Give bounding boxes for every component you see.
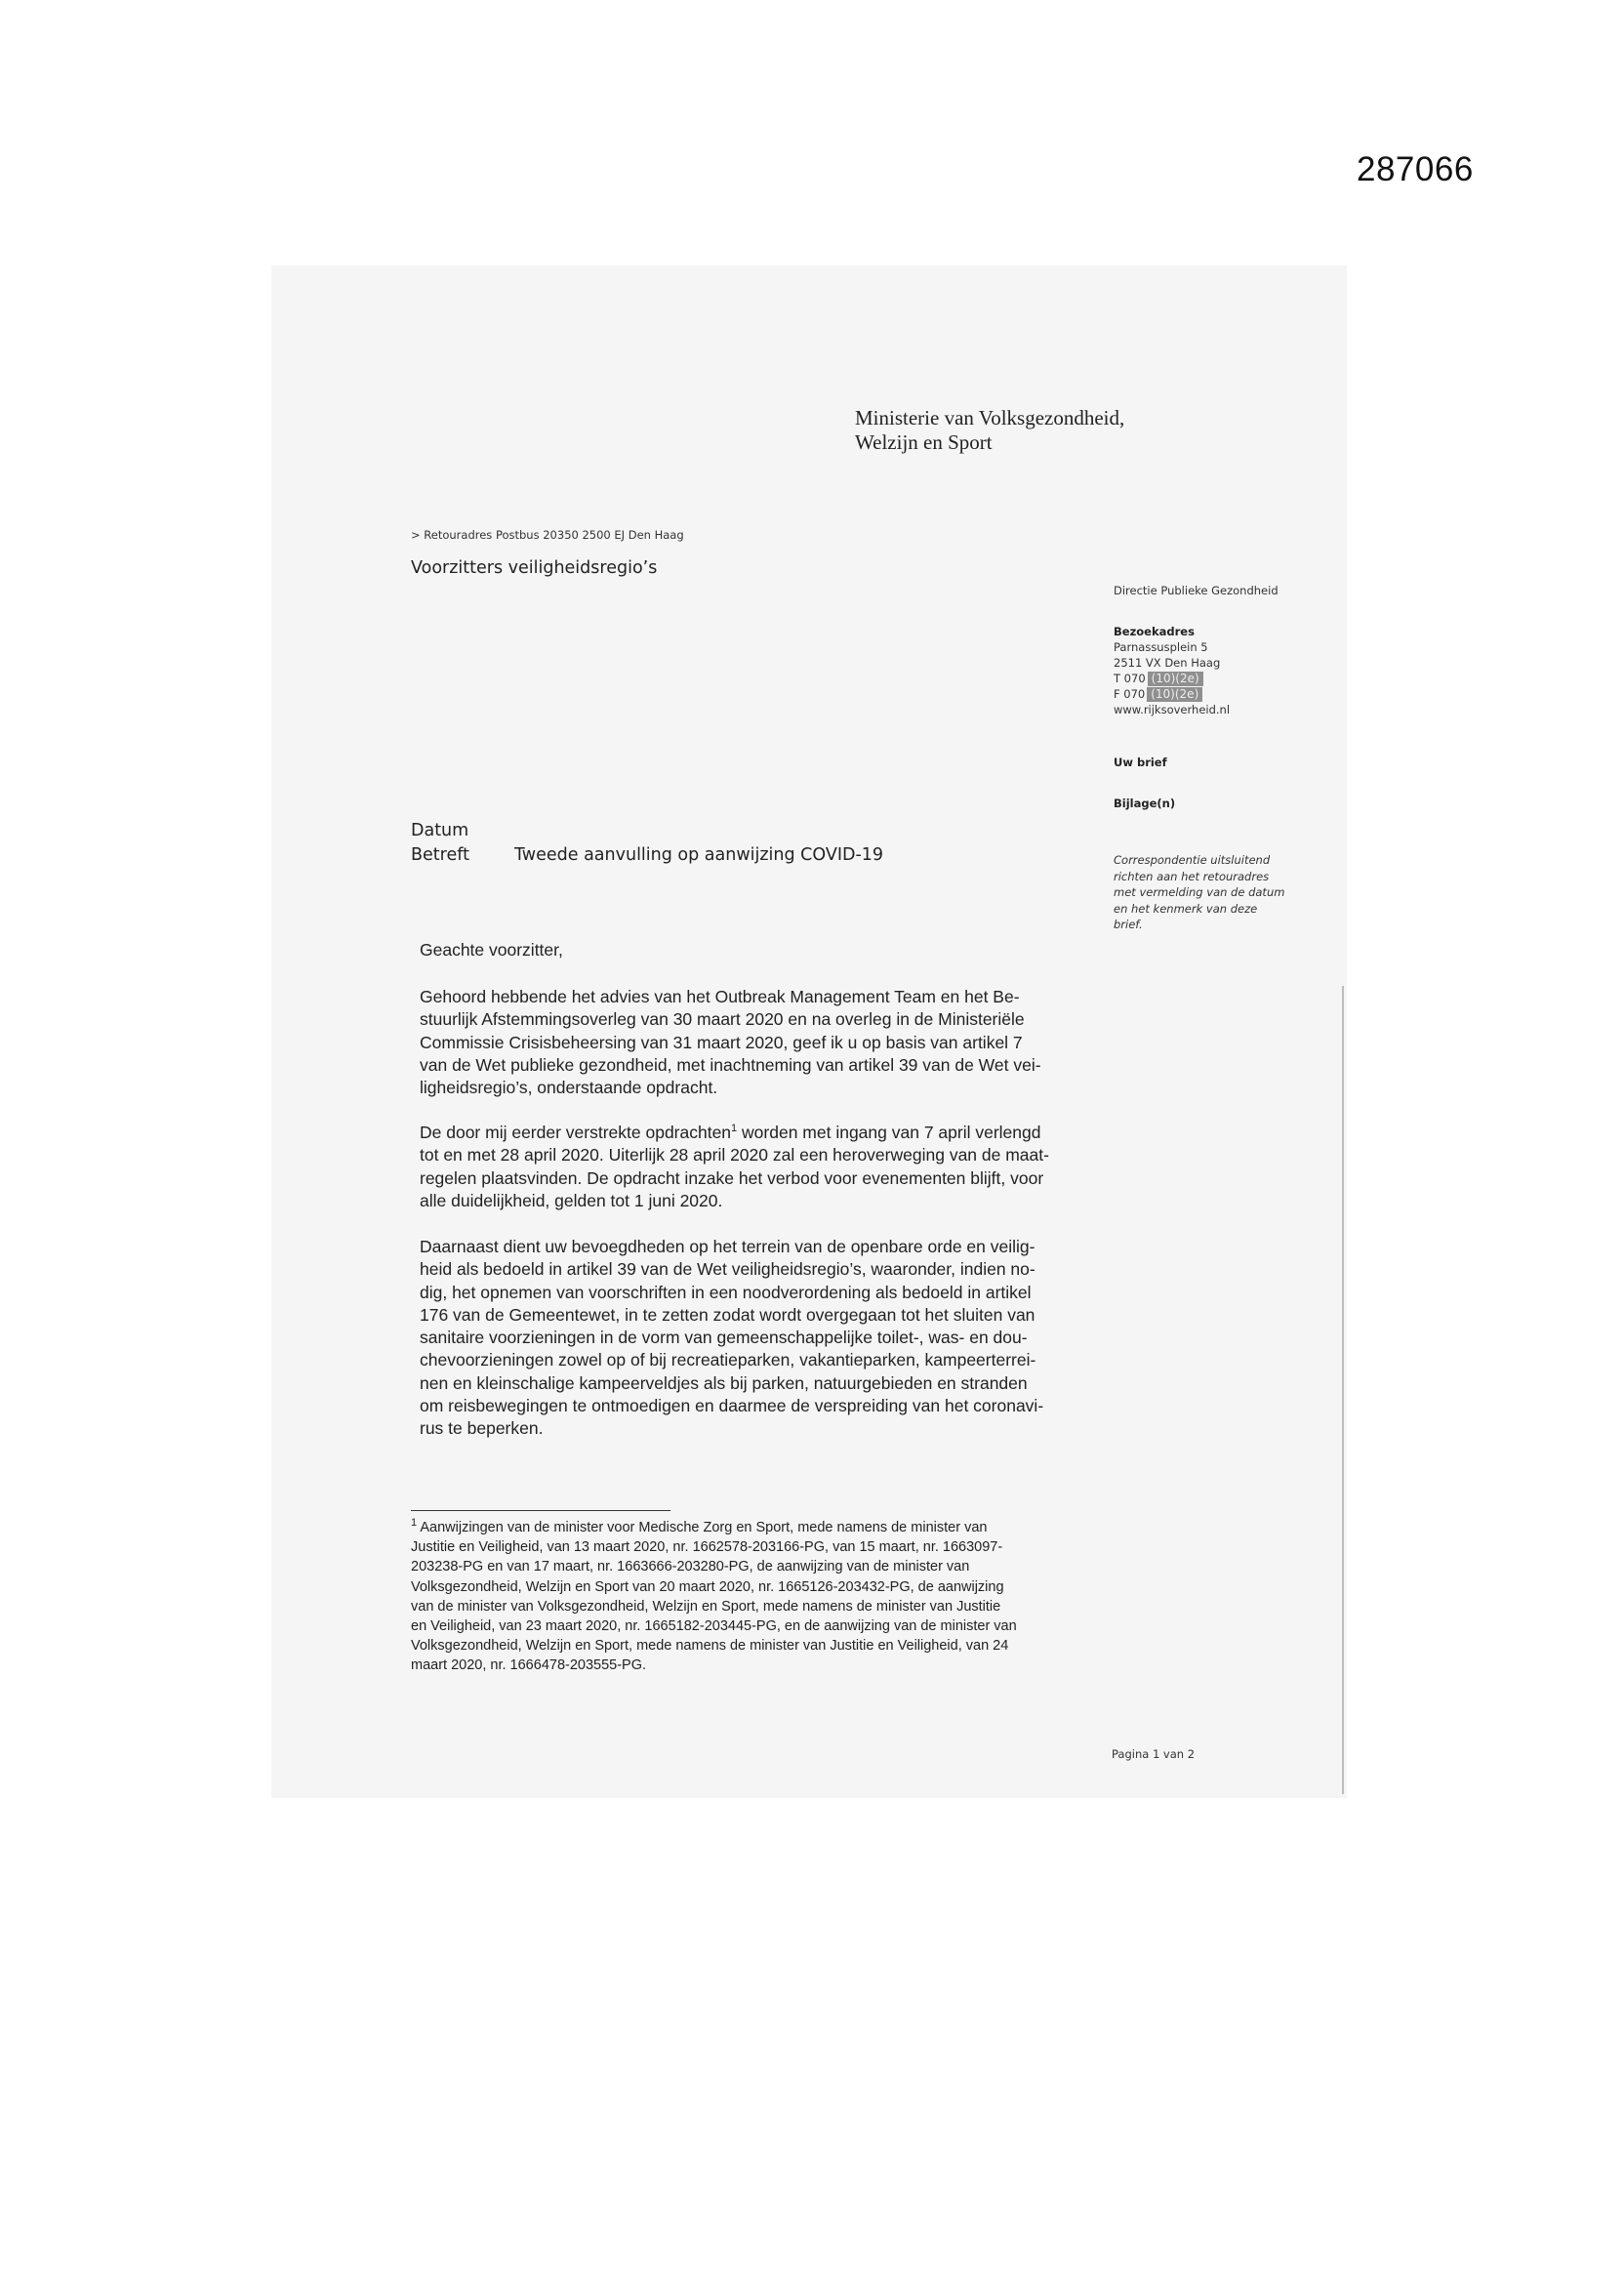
paragraph-2 <box>420 1122 1083 1212</box>
uw-brief-label: Uw brief <box>1114 756 1167 769</box>
visit-address-heading: Bezoekadres <box>1114 625 1195 638</box>
paragraph-2-part-b: worden met ingang van 7 april verlengd tot en met 28 april 2020. Uiterlijk 28 april 2020 zal een heroverweging van de maat- regelen plaatsvinden. De opdracht inzake het verbod voor evenementen blijft, voor alle duidelijkheid, gelden tot 1 juni 2020. <box>420 1123 1049 1210</box>
paragraph-1-text: Gehoord hebbende het advies van het Outbreak Management Team en het Be- stuurlijk Afstemmingsoverleg van 30 maart 2020 en na overleg in de Ministeriële Commissie Crisisbeheersing van 31 maart 2020, geef ik u op basis van artikel 7 van de Wet publieke gezondheid, met inachtneming van artikel 39 van de Wet vei- ligheidsregio’s, onderstaande opdracht. <box>420 987 1041 1098</box>
phone-line <box>1114 671 1230 686</box>
ministry-line-1: Ministerie van Volksgezondheid, <box>855 406 1125 429</box>
footnote-marker: 1 <box>411 1517 418 1530</box>
fax-line <box>1114 686 1230 702</box>
return-address: > Retouradres Postbus 20350 2500 EJ Den Haag <box>411 528 684 542</box>
footnote-text: Aanwijzingen van de minister voor Medische Zorg en Sport, mede namens de minister van Justitie en Veiligheid, van 13 maart 2020, nr. 1662578-203166-PG, van 15 maart, nr. 1663097- 203238-PG en van 17 maart, nr. 1663666-203280-PG, de aanwijzing van de minister van Volksgezondheid, Welzijn en Sport van 20 maart 2020, nr. 1665126-203432-PG, de aanwijzing van de minister van Volksgezondheid, Welzijn en Sport, mede namens de minister van Justitie en Veiligheid, van 23 maart 2020, nr. 1665182-203445-PG, en de aanwijzing van de minister van Volksgezondheid, Welzijn en Sport, mede namens de minister van Justitie en Veiligheid, van 24 maart 2020, nr. 1666478-203555-PG. <box>411 1520 1017 1674</box>
document-number: 287066 <box>1357 150 1474 188</box>
footnote <box>411 1518 1094 1676</box>
salutation: Geachte voorzitter, <box>420 940 563 960</box>
sidebar-visit-address <box>1114 624 1230 717</box>
fax-redaction: (10)(2e) <box>1147 687 1202 702</box>
visit-postcode: 2511 VX Den Haag <box>1114 656 1221 670</box>
website: www.rijksoverheid.nl <box>1114 703 1231 716</box>
paragraph-3-text: Daarnaast dient uw bevoegdheden op het terrein van de openbare orde en veilig- heid als bedoeld in artikel 39 van de Wet veiligheidsregio’s, waaronder, indien no- dig, het opnemen van voorschriften in een noodverordening als bedoeld in artikel 176 van de Gemeentewet, in te zetten zodat wordt overgegaan tot het sluiten van sanitaire voorzieningen in de vorm van gemeenschappelijke toilet-, was- en dou- chevoorzieningen zowel op of bij recreatieparken, vakantieparken, kampeerterrei- nen en kleinschalige kampeerveldjes als bij parken, natuurgebieden en stranden om reisbewegingen te ontmoedigen en daarmee de verspreiding van het coronavi- rus te beperken. <box>420 1237 1044 1439</box>
subject-value: Tweede aanvulling op aanwijzing COVID-19 <box>514 845 884 865</box>
ministry-logo-text <box>855 406 1124 455</box>
page-number: Pagina 1 van 2 <box>1112 1747 1196 1761</box>
paragraph-2-part-a: De door mij eerder verstrekte opdrachten <box>420 1123 732 1142</box>
betreft-label: Betreft <box>411 845 469 865</box>
paragraph-2-text <box>420 1122 1083 1212</box>
phone-redaction: (10)(2e) <box>1148 672 1203 686</box>
ministry-line-2: Welzijn en Sport <box>855 430 993 454</box>
correspondence-note: Correspondentie uitsluitend richten aan het retouradres met vermelding van de datum en het kenmerk van deze brief. <box>1114 853 1285 931</box>
datum-label: Datum <box>411 821 469 840</box>
visit-street: Parnassusplein 5 <box>1114 640 1208 654</box>
page-edge-line <box>1342 986 1344 1794</box>
fax-prefix: F 070 <box>1114 687 1146 701</box>
sidebar-department: Directie Publieke Gezondheid <box>1114 584 1279 597</box>
paragraph-3 <box>420 1236 1083 1441</box>
footnote-divider <box>411 1510 670 1511</box>
footnote-reference: 1 <box>731 1123 738 1135</box>
phone-prefix: T 070 <box>1114 672 1146 685</box>
paragraph-1 <box>420 986 1083 1099</box>
recipient: Voorzitters veiligheidsregio’s <box>411 558 658 578</box>
bijlagen-label: Bijlage(n) <box>1114 797 1176 810</box>
